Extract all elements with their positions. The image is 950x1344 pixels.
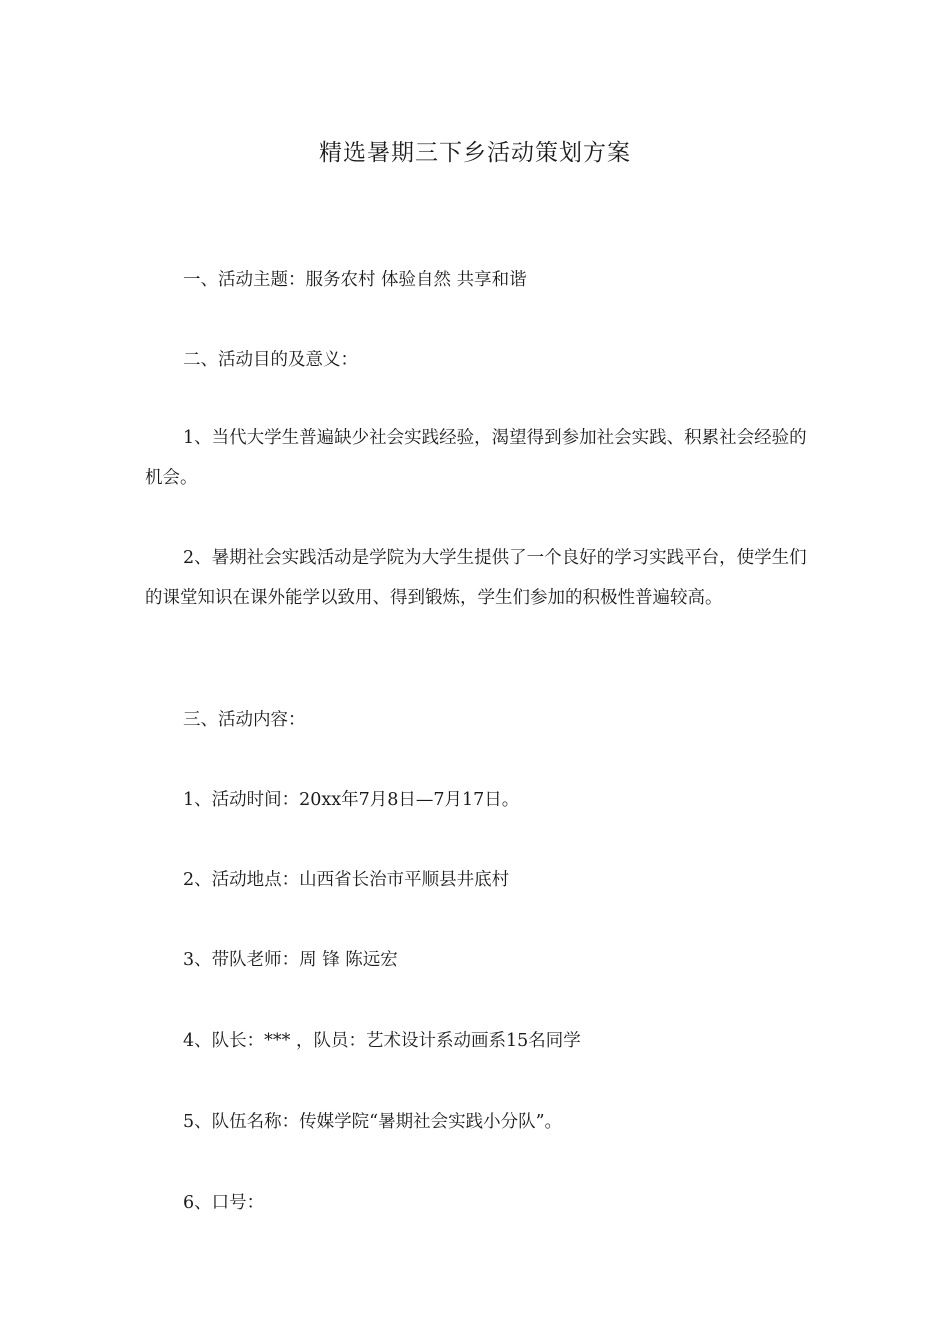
section-purpose-heading: 二、活动目的及意义：	[183, 350, 358, 370]
purpose-item-1: 1、当代大学生普遍缺少社会实践经验，渴望得到参加社会实践、积累社会经验的机会。	[145, 428, 807, 488]
section-content-heading: 三、活动内容：	[183, 710, 306, 730]
document-title: 精选暑期三下乡活动策划方案	[319, 140, 631, 166]
content-item-members: 4、队长：*** ，队员：艺术设计系动画系15名同学	[183, 1031, 581, 1051]
section-theme: 一、活动主题：服务农村 体验自然 共享和谐	[183, 270, 527, 290]
content-item-teachers: 3、带队老师：周 锋 陈远宏	[183, 950, 398, 970]
content-item-team-name: 5、队伍名称：传媒学院“暑期社会实践小分队”。	[183, 1112, 563, 1132]
purpose-item-2: 2、暑期社会实践活动是学院为大学生提供了一个良好的学习实践平台，使学生们的课堂知识在课外能学以致用、得到锻炼，学生们参加的积极性普遍较高。	[145, 548, 807, 608]
content-item-time: 1、活动时间：20xx年7月8日—7月17日。	[183, 790, 520, 810]
content-item-slogan: 6、口号：	[183, 1193, 265, 1213]
content-item-location: 2、活动地点：山西省长治市平顺县井底村	[183, 870, 510, 890]
